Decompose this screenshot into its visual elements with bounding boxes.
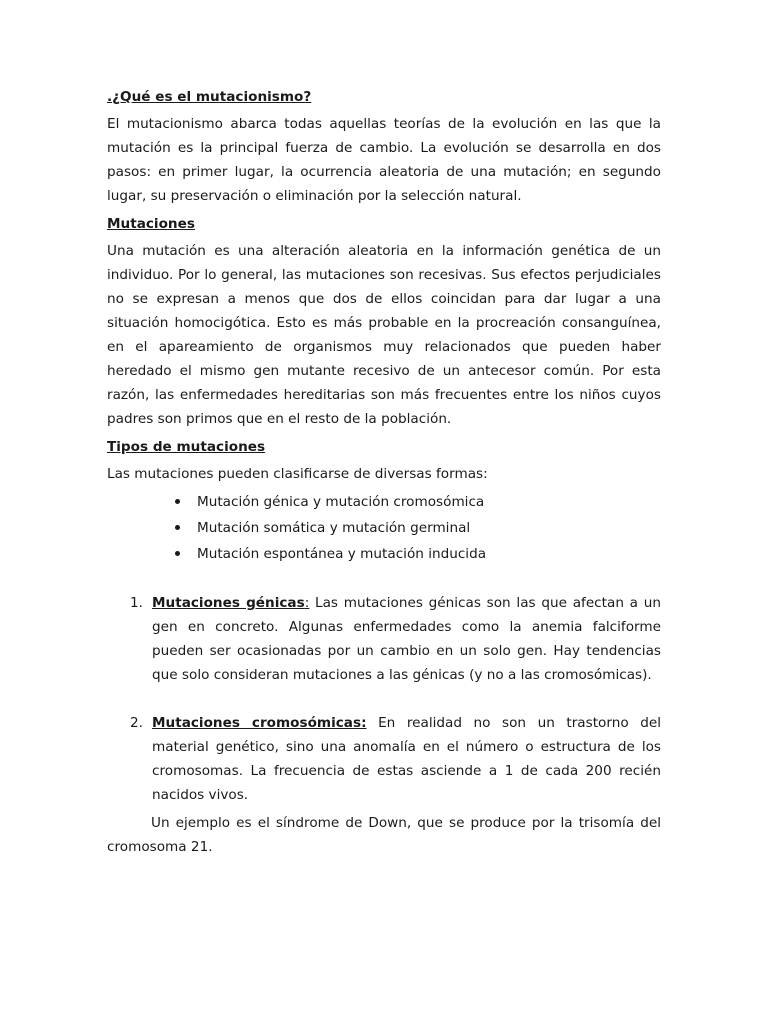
item-term: Mutaciones cromosómicas: [152, 715, 367, 731]
item-paragraph [152, 711, 661, 807]
numbered-item-1 [107, 591, 661, 687]
item-term-separator: : [304, 595, 310, 611]
item-term: Mutaciones génicas [152, 595, 305, 611]
list-item-label: Mutación génica y mutación cromosómica [197, 494, 485, 510]
item-number: 2. [130, 715, 143, 731]
tipos-intro: Las mutaciones pueden clasificarse de diversas formas: [107, 466, 488, 482]
mutaciones-paragraph: Una mutación es una alteración aleatoria en la información genética de un individuo. Por lo general, las mutaciones son recesivas. Sus efectos perjudiciales no se expresan a menos que dos de ellos coincidan para dar lugar a una situación homocigótica. Esto es más probable en la procreación consanguínea, en el apareamiento de organismos muy relacionados que pueden haber heredado el mismo gen mutante recesivo de un antecesor común. Por esta razón, las enfermedades hereditarias son más frecuentes entre los niños cuyos padres son primos que en el resto de la población. [107, 243, 661, 427]
intro-paragraph: El mutacionismo abarca todas aquellas teorías de la evolución en las que la mutación es la principal fuerza de cambio. La evolución se desarrolla en dos pasos: en primer lugar, la ocurrencia aleatoria de una mutación; en segundo lugar, su preservación o eliminación por la selección natural. [107, 116, 661, 204]
list-item [173, 515, 661, 541]
bullet-list [107, 489, 661, 567]
section-heading-mutaciones: Mutaciones [107, 216, 195, 232]
item-number: 1. [130, 595, 143, 611]
list-item-label: Mutación espontánea y mutación inducida [197, 546, 487, 562]
item-text: Las mutaciones génicas son las que afectan a un gen en concreto. Algunas enfermedades como la anemia falciforme pueden ser ocasionadas por un cambio en un solo gen. Hay tendencias que solo consideran mutaciones a las génicas (y no a las cromosómicas). [152, 595, 661, 683]
list-item [173, 489, 661, 515]
list-item-label: Mutación somática y mutación germinal [197, 520, 471, 536]
bullet-icon [175, 551, 180, 556]
item-paragraph [152, 591, 661, 687]
closing-paragraph: Un ejemplo es el síndrome de Down, que se produce por la trisomía del cromosoma 21. [107, 815, 661, 855]
bullet-icon [175, 499, 180, 504]
list-item [173, 541, 661, 567]
page-title: .¿Qué es el mutacionismo? [107, 89, 312, 105]
item-text: En realidad no son un trastorno del material genético, sino una anomalía en el número o estructura de los cromosomas. La frecuencia de estas asciende a 1 de cada 200 recién nacidos vivos. [152, 715, 661, 803]
bullet-icon [175, 525, 180, 530]
section-heading-tipos: Tipos de mutaciones [107, 439, 266, 455]
document-body [107, 85, 661, 859]
numbered-item-2 [107, 711, 661, 807]
